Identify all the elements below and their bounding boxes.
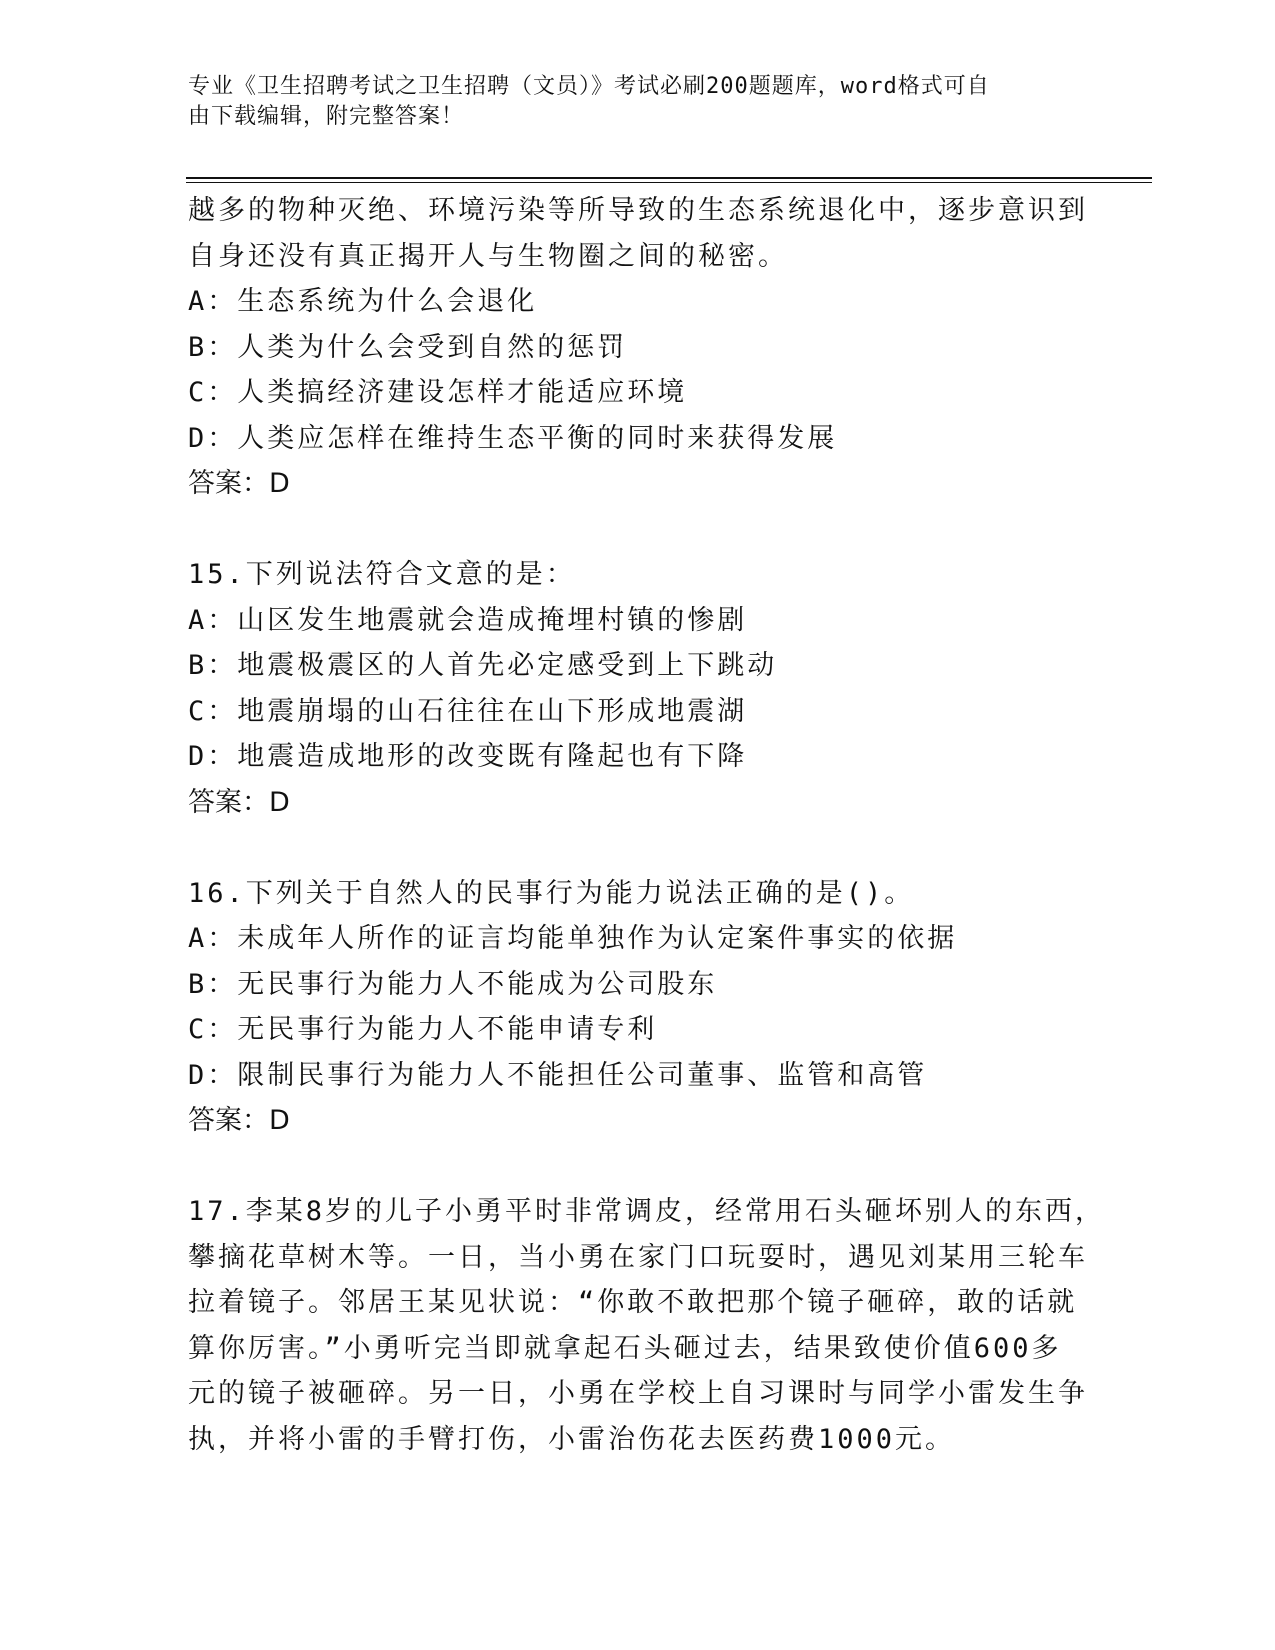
question-stem-line: 执，并将小雷的手臂打伤，小雷治伤花去医药费1000元。	[188, 1423, 956, 1455]
header-divider-thin	[186, 182, 1152, 183]
question-stem: 16.下列关于自然人的民事行为能力说法正确的是()。	[188, 877, 915, 909]
option-d: D：限制民事行为能力人不能担任公司董事、监管和高管	[188, 1059, 928, 1091]
header-line-1: 专业《卫生招聘考试之卫生招聘（文员）》考试必刷200题题库，word格式可自	[188, 74, 990, 99]
option-a: A：生态系统为什么会退化	[188, 286, 538, 317]
question-17	[188, 1189, 1106, 1462]
option-c: C：无民事行为能力人不能申请专利	[188, 1014, 658, 1045]
header-divider-thick	[186, 177, 1152, 179]
question-stem-line: 元的镜子被砸碎。另一日，小勇在学校上自习课时与同学小雷发生争	[188, 1378, 1088, 1409]
question-stem-line: 拉着镜子。邻居王某见状说：“你敢不敢把那个镜子砸碎，敢的话就	[188, 1287, 1078, 1318]
option-a: A：未成年人所作的证言均能单独作为认定案件事实的依据	[188, 923, 958, 954]
option-b: B：地震极震区的人首先必定感受到上下跳动	[188, 650, 778, 681]
question-spacer	[188, 507, 1088, 553]
question-stem-line: 攀摘花草树木等。一日，当小勇在家门口玩耍时，遇见刘某用三轮车	[188, 1241, 1088, 1273]
question-list	[188, 188, 1106, 1462]
question-stem-line: 算你厉害。”小勇听完当即就拿起石头砸过去，结果致使价值600多	[188, 1332, 1062, 1364]
question-15	[188, 552, 1088, 825]
option-a: A：山区发生地震就会造成掩埋村镇的惨剧	[188, 604, 748, 636]
option-c: C：人类搞经济建设怎样才能适应环境	[188, 377, 688, 408]
page-header	[188, 72, 1068, 132]
question-16	[188, 871, 1088, 1144]
answer-line: 答案：D	[188, 1105, 290, 1136]
option-c: C：地震崩塌的山石往往在山下形成地震湖	[188, 695, 748, 727]
question-14	[188, 188, 1088, 507]
question-stem-line: 自身还没有真正揭开人与生物圈之间的秘密。	[188, 240, 788, 272]
question-spacer	[188, 1144, 1088, 1190]
option-b: B：人类为什么会受到自然的惩罚	[188, 331, 628, 363]
question-stem-line: 越多的物种灭绝、环境污染等所导致的生态系统退化中，逐步意识到	[188, 195, 1088, 226]
question-stem: 15.下列说法符合文意的是：	[188, 559, 576, 590]
header-line-2: 由下载编辑，附完整答案！	[188, 104, 465, 129]
question-spacer	[188, 825, 1088, 871]
option-d: D：人类应怎样在维持生态平衡的同时来获得发展	[188, 422, 838, 454]
answer-line: 答案：D	[188, 468, 290, 499]
option-d: D：地震造成地形的改变既有隆起也有下降	[188, 741, 748, 772]
option-b: B：无民事行为能力人不能成为公司股东	[188, 968, 718, 1000]
answer-line: 答案：D	[188, 786, 290, 818]
question-stem-line: 17.李某8岁的儿子小勇平时非常调皮，经常用石头砸坏别人的东西，	[188, 1196, 1106, 1227]
